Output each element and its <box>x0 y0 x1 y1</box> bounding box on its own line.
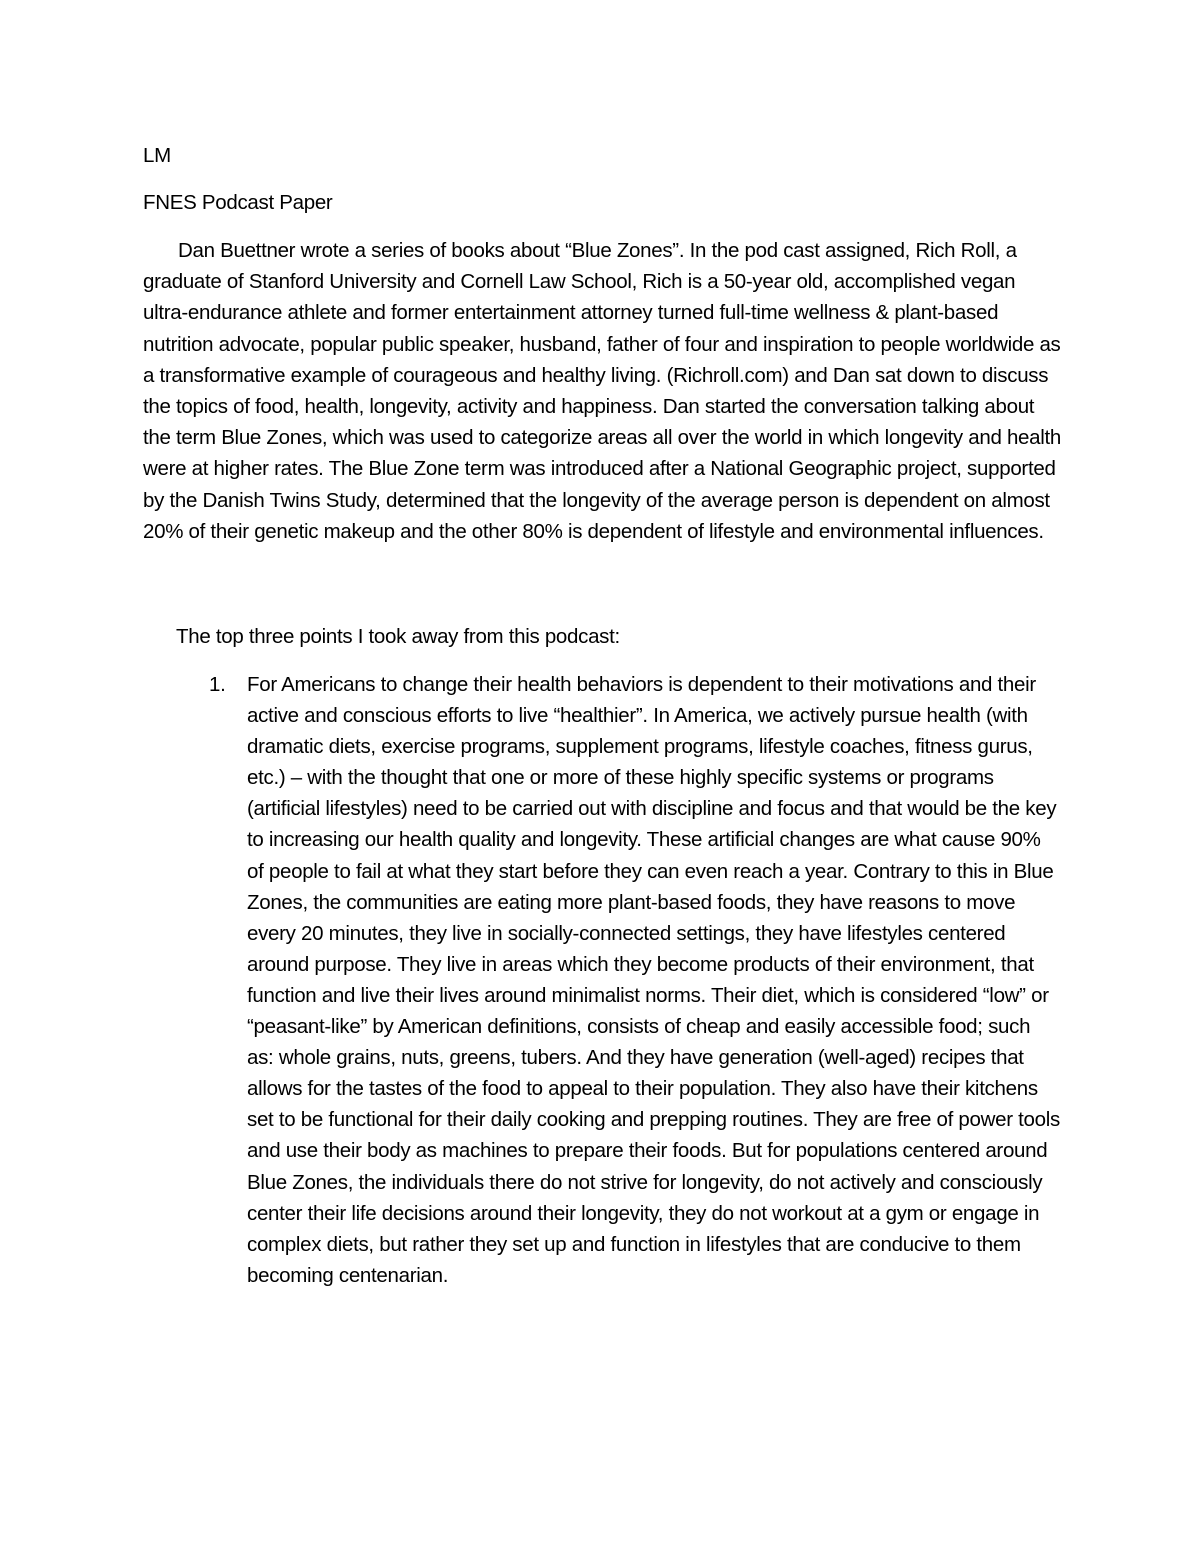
list-item-number: 1. <box>209 673 226 696</box>
list-item-text: For Americans to change their health behaviors is dependent to their motivations and their active and conscious efforts to live “healthier”. In America, we actively pursue health (with dramatic diets, exercise programs, supplement programs, lifestyle coaches, fitness gurus, etc.) – with the thought that one or more of these highly specific systems or programs (artificial lifestyles) need to be carried out with discipline and focus and that would be the key to increasing our health quality and longevity. These artificial changes are what cause 90% of people to fail at what they start before they can even reach a year. Contrary to this in Blue Zones, the communities are eating more plant-based foods, they have reasons to move every 20 minutes, they live in socially-connected settings, they have lifestyles centered around purpose. They live in areas which they become products of their environment, that function and live their lives around minimalist norms. Their diet, which is considered “low” or “peasant-like” by American definitions, consists of cheap and easily accessible food; such as: whole grains, nuts, greens, tubers. And they have generation (well-aged) recipes that allows for the tastes of the food to appeal to their population. They also have their kitchens set to be functional for their daily cooking and prepping routines. They are free of power tools and use their body as machines to prepare their foods. But for populations centered around Blue Zones, the individuals there do not strive for longevity, do not actively and consciously center their life decisions around their longevity, they do not workout at a gym or engage in complex diets, but rather they set up and function in lifestyles that are conducive to them becoming centenarian. <box>247 673 1060 1287</box>
paper-title: FNES Podcast Paper <box>143 191 333 214</box>
points-list <box>200 669 1062 1291</box>
list-lead-in: The top three points I took away from this podcast: <box>176 625 620 648</box>
author-initials: LM <box>143 144 171 167</box>
list-item <box>200 669 1062 1291</box>
intro-paragraph: Dan Buettner wrote a series of books about “Blue Zones”. In the pod cast assigned, Rich Roll, a graduate of Stanford University and Cornell Law School, Rich is a 50-year old, accomplished vegan ultra-endurance athlete and former entertainment attorney turned full-time wellness & plant-based nutrition advocate, popular public speaker, husband, father of four and inspiration to people worldwide as a transformative example of courageous and healthy living. (Richroll.com) and Dan sat down to discuss the topics of food, health, longevity, activity and happiness. Dan started the conversation talking about the term Blue Zones, which was used to categorize areas all over the world in which longevity and health were at higher rates. The Blue Zone term was introduced after a National Geographic project, supported by the Danish Twins Study, determined that the longevity of the average person is dependent on almost 20% of their genetic makeup and the other 80% is dependent of lifestyle and environmental influences. <box>143 239 1062 543</box>
